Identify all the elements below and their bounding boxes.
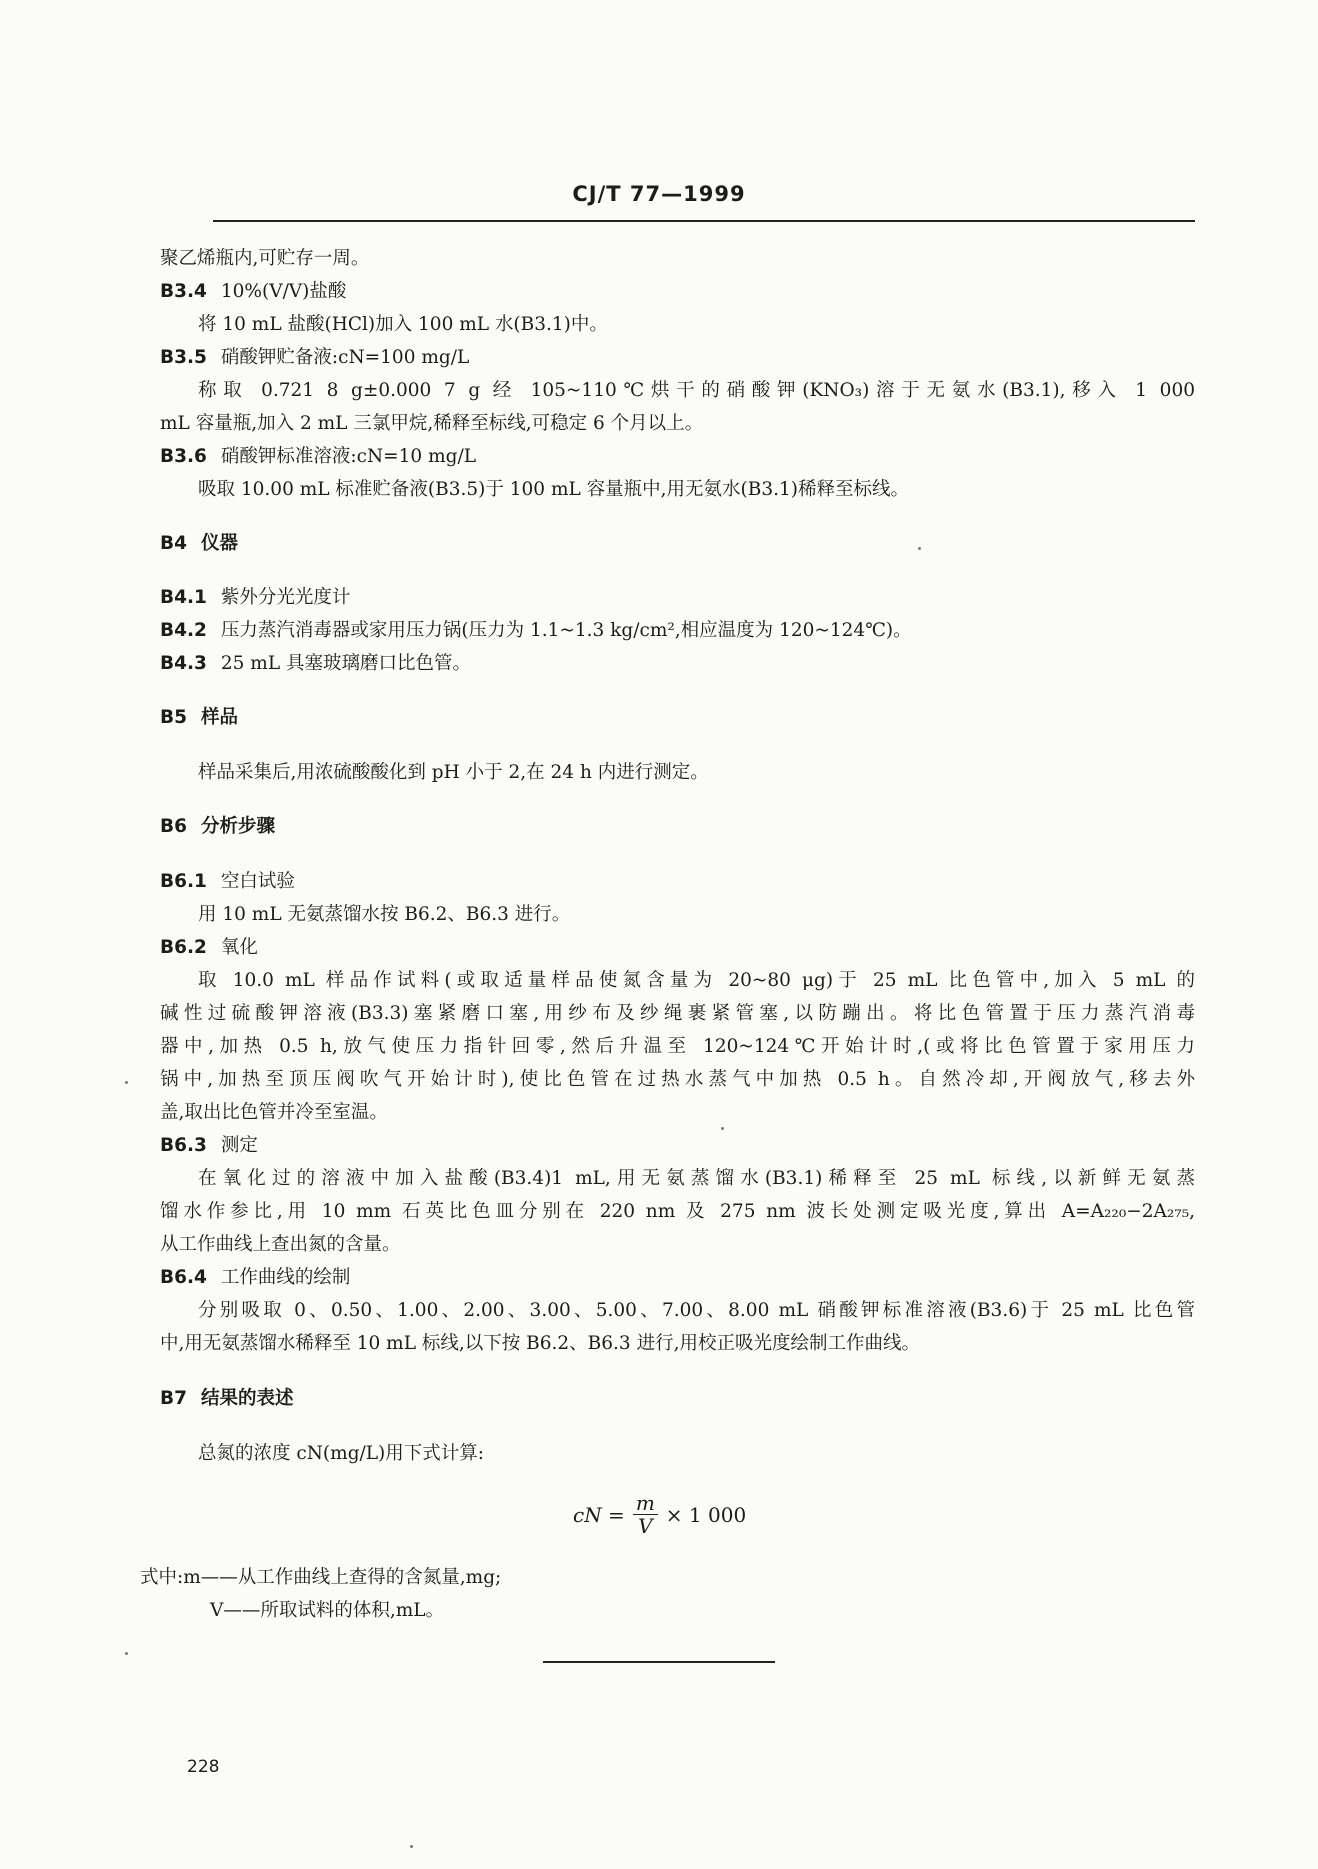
paragraph-line: 盖,取出比色管并冷至室温。 [160,1102,388,1123]
section-b6-2 [160,935,258,961]
section-title: 结果的表述 [200,1388,294,1409]
section-number: B5 [160,707,187,728]
section-b4-2 [160,618,912,644]
section-b6-4 [160,1265,350,1291]
where-m: 式中:m——从工作曲线上查得的含氮量,mg; [140,1567,502,1588]
section-title: 氧化 [220,937,258,958]
paragraph: 用 10 mL 无氨蒸馏水按 B6.2、B6.3 进行。 [198,904,571,925]
standard-code: CJ/T 77—1999 [572,182,746,206]
item-text: 紫外分光光度计 [220,587,351,608]
section-b4-1 [160,585,350,611]
paragraph-line: 在氧化过的溶液中加入盐酸(B3.4)1 mL,用无氨蒸馏水(B3.1)稀释至 25 mL 标线,以新鲜无氨蒸 [198,1168,1195,1189]
section-number: B4.3 [160,653,207,674]
page-number: 228 [187,1757,220,1777]
section-title: 样品 [200,707,238,728]
section-b6-1 [160,869,295,895]
item-text: 25 mL 具塞玻璃磨口比色管。 [220,653,472,674]
section-title: 10%(V/V)盐酸 [220,281,347,302]
section-number: B4.2 [160,620,207,641]
section-number: B4 [160,533,187,554]
section-number: B3.6 [160,446,207,467]
paragraph-line: 中,用无氨蒸馏水稀释至 10 mL 标线,以下按 B6.2、B6.3 进行,用校正吸光度绘制工作曲线。 [160,1333,920,1354]
section-title: 测定 [220,1135,258,1156]
formula-lhs: cN = [573,1502,625,1527]
paragraph: 吸取 10.00 mL 标准贮备液(B3.5)于 100 mL 容量瓶中,用无氨水(B3.1)稀释至标线。 [198,479,909,500]
continued-line: 聚乙烯瓶内,可贮存一周。 [160,248,370,269]
formula-denominator: V [638,1514,653,1538]
section-title: 分析步骤 [200,816,275,837]
section-b6 [160,814,275,840]
section-title: 空白试验 [220,871,295,892]
paragraph-line: 锅中,加热至顶压阀吹气开始计时),使比色管在过热水蒸气中加热 0.5 h。自然冷却,开阀放气,移去外 [160,1069,1195,1090]
paragraph-line: 碱性过硫酸钾溶液(B3.3)塞紧磨口塞,用纱布及纱绳裹紧管塞,以防蹦出。将比色管置于压力蒸汽消毒 [160,1003,1195,1024]
paragraph-line: 馏水作参比,用 10 mm 石英比色皿分别在 220 nm 及 275 nm 波长处测定吸光度,算出 A=A₂₂₀−2A₂₇₅, [160,1201,1195,1222]
paragraph-line: 从工作曲线上查出氮的含量。 [160,1234,401,1255]
paragraph-line: 取 10.0 mL 样品作试料(或取适量样品使氮含量为 20~80 μg)于 25 mL 比色管中,加入 5 mL 的 [198,970,1195,991]
paragraph-line: mL 容量瓶,加入 2 mL 三氯甲烷,稀释至标线,可稳定 6 个月以上。 [160,413,704,434]
section-b7 [160,1386,294,1412]
paragraph-line: 器中,加热 0.5 h,放气使压力指针回零,然后升温至 120~124℃开始计时,(或将比色管置于家用压力 [160,1036,1195,1057]
section-number: B3.5 [160,347,207,368]
section-number: B4.1 [160,587,207,608]
item-text: 压力蒸汽消毒器或家用压力锅(压力为 1.1~1.3 kg/cm²,相应温度为 120~124℃)。 [220,620,912,641]
section-b4-3 [160,651,471,677]
scan-speck [721,1127,724,1130]
section-b3-5 [160,345,469,371]
scan-speck [918,547,921,550]
section-b5 [160,705,238,731]
section-number: B6 [160,816,187,837]
where-v: V——所取试料的体积,mL。 [210,1600,445,1621]
scan-speck [125,1081,128,1084]
formula-fraction [633,1492,658,1537]
section-b3-4 [160,279,346,305]
section-number: B7 [160,1388,187,1409]
paragraph-line: 分别吸取 0、0.50、1.00、2.00、3.00、5.00、7.00、8.00 mL 硝酸钾标准溶液(B3.6)于 25 mL 比色管 [198,1300,1195,1321]
section-b3-6 [160,444,476,470]
scan-speck [125,1652,128,1655]
formula-rhs: × 1 000 [665,1502,747,1527]
section-number: B6.1 [160,871,207,892]
concentration-formula [573,1492,746,1537]
section-number: B3.4 [160,281,207,302]
paragraph: 将 10 mL 盐酸(HCl)加入 100 mL 水(B3.1)中。 [198,314,608,335]
section-b4 [160,531,238,557]
section-title: 硝酸钾贮备液:cN=100 mg/L [220,347,470,368]
section-number: B6.3 [160,1135,207,1156]
paragraph-line: 称取 0.721 8 g±0.000 7 g 经 105~110℃烘干的硝酸钾(KNO₃)溶于无氨水(B3.1),移入 1 000 [198,380,1195,401]
section-number: B6.2 [160,937,207,958]
section-title: 仪器 [200,533,238,554]
formula-numerator: m [633,1492,658,1515]
section-b6-3 [160,1133,258,1159]
section-title: 硝酸钾标准溶液:cN=10 mg/L [220,446,476,467]
section-title: 工作曲线的绘制 [220,1267,351,1288]
paragraph: 总氮的浓度 cN(mg/L)用下式计算: [198,1443,485,1464]
paragraph: 样品采集后,用浓硫酸酸化到 pH 小于 2,在 24 h 内进行测定。 [198,762,709,783]
scan-speck [410,1845,413,1848]
header-rule [213,220,1195,222]
section-number: B6.4 [160,1267,207,1288]
end-rule [543,1661,775,1663]
